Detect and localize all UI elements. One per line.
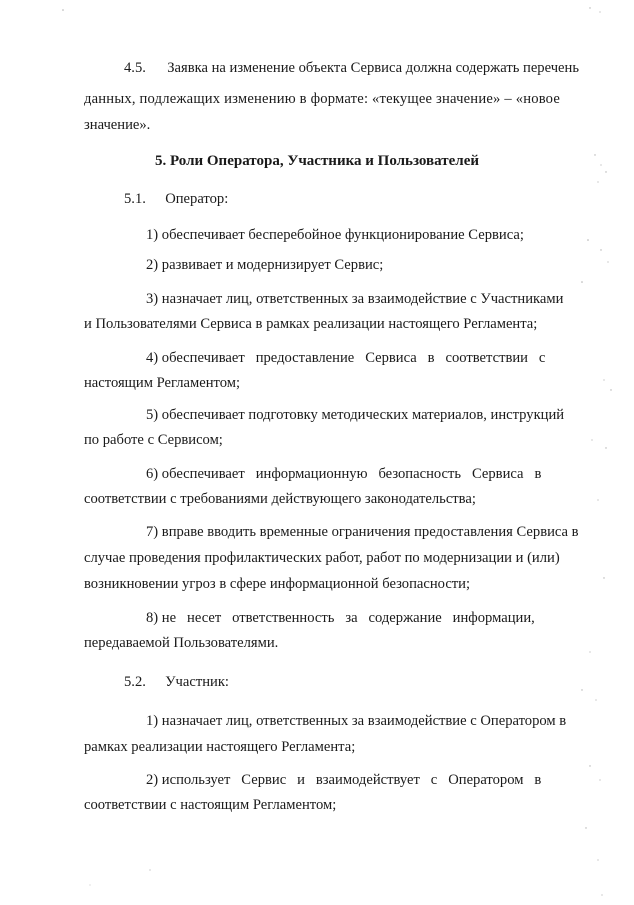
- operator-item-5-line-1: 5) обеспечивает подготовку методических материалов, инструкций: [146, 407, 565, 423]
- operator-item-7-line-1: 7) вправе вводить временные ограничения предоставления Сервиса в: [146, 524, 579, 540]
- operator-item-6-line-2: соответствии с требованиями действующего законодательства;: [84, 491, 476, 507]
- para-4-5-line-3: значение».: [84, 117, 151, 133]
- operator-item-5-line-2: по работе с Сервисом;: [84, 432, 223, 448]
- operator-item-1: 1) обеспечивает бесперебойное функционирование Сервиса;: [146, 227, 524, 243]
- operator-item-7-line-3: возникновении угроз в сфере информационной безопасности;: [84, 576, 471, 592]
- para-4-5-line-1: [124, 60, 586, 77]
- operator-item-2: 2) развивает и модернизирует Сервис;: [146, 257, 384, 273]
- participant-item-1-line-1: 1) назначает лиц, ответственных за взаимодействие с Оператором в: [146, 713, 567, 729]
- para-4-5-line-2: данных, подлежащих изменению в формате: «текущее значение» – «новое: [84, 91, 561, 107]
- operator-title-text: Оператор:: [165, 191, 229, 207]
- participant-item-2-line-2: соответствии с настоящим Регламентом;: [84, 797, 337, 813]
- participant-title: [124, 674, 229, 691]
- participant-item-2-line-1: 2) использует Сервис и взаимодействует с Оператором в: [146, 772, 542, 788]
- participant-number: 5.2.: [124, 674, 146, 690]
- operator-item-3-line-2: и Пользователями Сервиса в рамках реализации настоящего Регламента;: [84, 316, 538, 332]
- operator-item-8-line-2: передаваемой Пользователями.: [84, 635, 279, 651]
- operator-item-6-line-1: 6) обеспечивает информационную безопасность Сервиса в: [146, 466, 542, 482]
- participant-item-1-line-2: рамках реализации настоящего Регламента;: [84, 739, 356, 755]
- operator-item-7-line-2: случае проведения профилактических работ, работ по модернизации и (или): [84, 550, 560, 566]
- operator-number: 5.1.: [124, 191, 146, 207]
- section-5-heading: 5. Роли Оператора, Участника и Пользователей: [154, 153, 479, 169]
- para-4-5-number: 4.5.: [124, 60, 146, 76]
- para-4-5-text-1: Заявка на изменение объекта Сервиса должна содержать перечень: [167, 60, 579, 76]
- operator-item-4-line-2: настоящим Регламентом;: [84, 375, 241, 391]
- operator-item-3-line-1: 3) назначает лиц, ответственных за взаимодействие с Участниками: [146, 291, 564, 307]
- participant-title-text: Участник:: [165, 674, 229, 690]
- operator-item-8-line-1: 8) не несет ответственность за содержание информации,: [146, 610, 535, 626]
- operator-item-4-line-1: 4) обеспечивает предоставление Сервиса в соответствии с: [146, 350, 546, 366]
- operator-title: [124, 191, 228, 208]
